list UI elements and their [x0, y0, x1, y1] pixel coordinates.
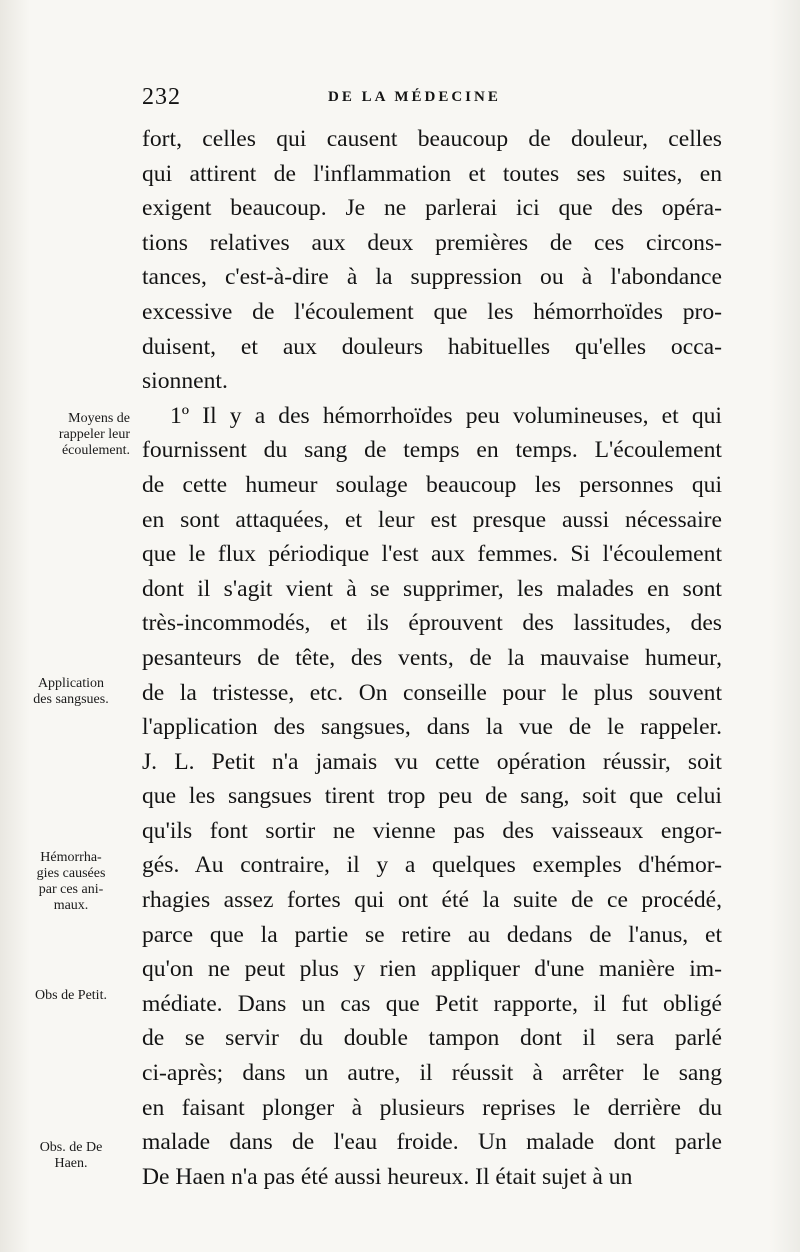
text-line: tions relatives aux deux premières de ces circons-	[142, 229, 722, 256]
text-line: qu'on ne peut plus y rien appliquer d'une manière im-	[142, 956, 722, 983]
margin-note-moyens	[12, 411, 130, 459]
text-line: gés. Au contraire, il y a quelques exemples d'hémor-	[142, 852, 722, 879]
text-line: que le flux périodique l'est aux femmes. Si l'écoulement	[142, 541, 722, 568]
margin-note-line: Haen.	[54, 1156, 88, 1171]
margin-note-line: Obs. de De	[39, 1140, 103, 1155]
page-number: 232	[142, 84, 181, 110]
text-line: en faisant plonger à plusieurs reprises le derrière du	[142, 1094, 722, 1121]
text-line: qui attirent de l'inflammation et toutes ses suites, en	[142, 160, 722, 187]
text-line: malade dans de l'eau froide. Un malade dont parle	[142, 1129, 722, 1156]
text-line: pesanteurs de tête, des vents, de la mauvaise humeur,	[142, 644, 722, 671]
text-line: duisent, et aux douleurs habituelles qu'elles occa-	[142, 333, 722, 360]
text-line: très-incommodés, et ils éprouvent des lassitudes, des	[142, 610, 722, 637]
body-text	[142, 122, 722, 1194]
margin-note-line: maux.	[53, 898, 89, 913]
text-line: qu'ils font sortir ne vienne pas des vaisseaux engor-	[142, 817, 722, 844]
text-line: J. L. Petit n'a jamais vu cette opération réussir, soit	[142, 748, 722, 775]
margin-note-line: Obs de Petit.	[35, 988, 107, 1003]
running-head: DE LA MÉDECINE	[328, 89, 501, 105]
page-header	[142, 84, 722, 114]
text-line: excessive de l'écoulement que les hémorrhoïdes pro-	[142, 298, 722, 325]
text-line: parce que la partie se retire au dedans de l'anus, et	[142, 921, 722, 948]
text-line: en sont attaquées, et leur est presque aussi nécessaire	[142, 506, 722, 533]
text-line: médiate. Dans un cas que Petit rapporte, il fut obligé	[142, 990, 722, 1017]
text-line: fournissent du sang de temps en temps. L'écoulement	[142, 437, 722, 464]
text-line: tances, c'est-à-dire à la suppression ou à l'abondance	[142, 264, 722, 291]
margin-note-line: rappeler leur	[58, 427, 130, 442]
margin-note-line: des sangsues.	[33, 692, 109, 707]
text-line: dont il s'agit vient à se supprimer, les malades en sont	[142, 575, 722, 602]
text-line: de se servir du double tampon dont il sera parlé	[142, 1025, 722, 1052]
margin-note-hemorrhagies	[12, 850, 130, 914]
margin-note-application	[12, 676, 130, 708]
margin-note-line: gies causées	[36, 866, 106, 881]
text-line: de cette humeur soulage beaucoup les personnes qui	[142, 471, 722, 498]
margin-note-line: Application	[37, 676, 105, 691]
text-line: fort, celles qui causent beaucoup de douleur, celles	[142, 126, 722, 152]
margin-note-obs-de-haen	[12, 1140, 130, 1172]
margin-note-line: écoulement.	[61, 443, 130, 458]
text-line: rhagies assez fortes qui ont été la suite de ce procédé,	[142, 887, 722, 914]
text-line: ci-après; dans un autre, il réussit à arrêter le sang	[142, 1060, 722, 1087]
margin-note-line: Moyens de	[68, 411, 130, 426]
margin-note-line: par ces ani-	[38, 882, 104, 897]
text-line: de la tristesse, etc. On conseille pour le plus souvent	[142, 679, 722, 706]
text-line: exigent beaucoup. Je ne parlerai ici que des opéra-	[142, 195, 722, 222]
text-line: l'application des sangsues, dans la vue de le rappeler.	[142, 714, 722, 741]
margin-note-obs-petit	[12, 988, 130, 1004]
text-line: que les sangsues tirent trop peu de sang, soit que celui	[142, 783, 722, 810]
text-line: 1º Il y a des hémorrhoïdes peu volumineuses, et qui	[170, 402, 722, 429]
text-line: De Haen n'a pas été aussi heureux. Il était sujet à un	[142, 1163, 633, 1190]
margin-note-line: Hémorrha-	[40, 850, 102, 865]
text-line: sionnent.	[142, 368, 228, 395]
